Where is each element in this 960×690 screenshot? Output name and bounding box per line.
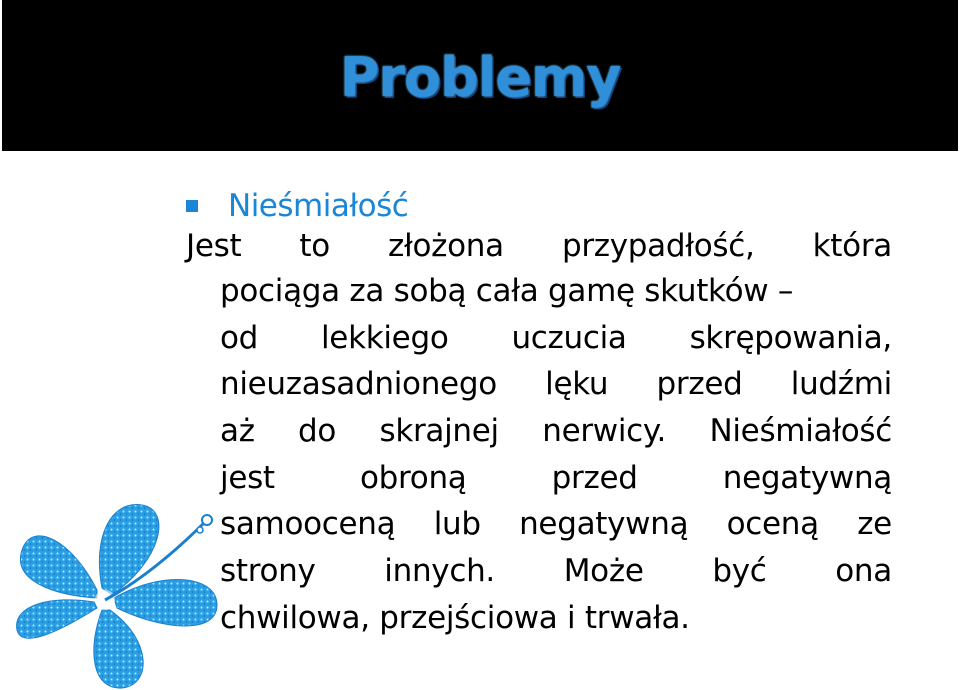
word: przed (656, 366, 743, 402)
word: oceną (726, 506, 819, 542)
word: przypadłość, (561, 228, 755, 264)
word: nieuzasadnionego (220, 366, 497, 402)
word: skrępowania, (689, 320, 892, 356)
word: nerwicy. (542, 413, 667, 449)
word: złożona (388, 228, 504, 264)
body-line-8 (220, 553, 892, 599)
word: ludźmi (790, 366, 892, 402)
word: lęku (545, 366, 609, 402)
text-line: pociąga za sobą cała gamę skutków – (220, 273, 794, 309)
word: ona (835, 553, 892, 589)
word: uczucia (511, 320, 627, 356)
body-line-9 (220, 600, 892, 646)
word: obroną (359, 460, 467, 496)
body-line-3 (220, 320, 892, 366)
word: negatywną (722, 460, 892, 496)
word: być (712, 553, 767, 589)
body-line-5 (220, 413, 892, 459)
text-line: chwilowa, przejściowa i trwała. (220, 600, 690, 636)
word: skrajnej (379, 413, 499, 449)
word: lub (433, 506, 481, 542)
bullet-heading: Nieśmiałość (228, 188, 409, 224)
word: do (298, 413, 337, 449)
hibiscus-flower-icon (2, 480, 232, 690)
bullet-item (186, 186, 408, 226)
word: lekkiego (320, 320, 449, 356)
word: Nieśmiałość (709, 413, 892, 449)
word: od (220, 320, 259, 356)
body-line-4 (220, 366, 892, 412)
word: Jest (186, 228, 242, 264)
body-line-6 (220, 460, 892, 506)
body-line-7 (220, 506, 892, 552)
slide-title: Problemy (339, 46, 621, 109)
body-line-2 (220, 273, 892, 319)
word: przed (551, 460, 638, 496)
word: negatywną (519, 506, 689, 542)
word: to (299, 228, 330, 264)
word: ze (857, 506, 892, 542)
word: Może (563, 553, 644, 589)
word: samooceną (220, 506, 396, 542)
word: która (812, 228, 892, 264)
word: innych. (384, 553, 495, 589)
word: strony (220, 553, 316, 589)
body-line-1 (186, 228, 892, 274)
square-bullet-icon (186, 200, 198, 212)
word: aż (220, 413, 255, 449)
word: jest (220, 460, 275, 496)
